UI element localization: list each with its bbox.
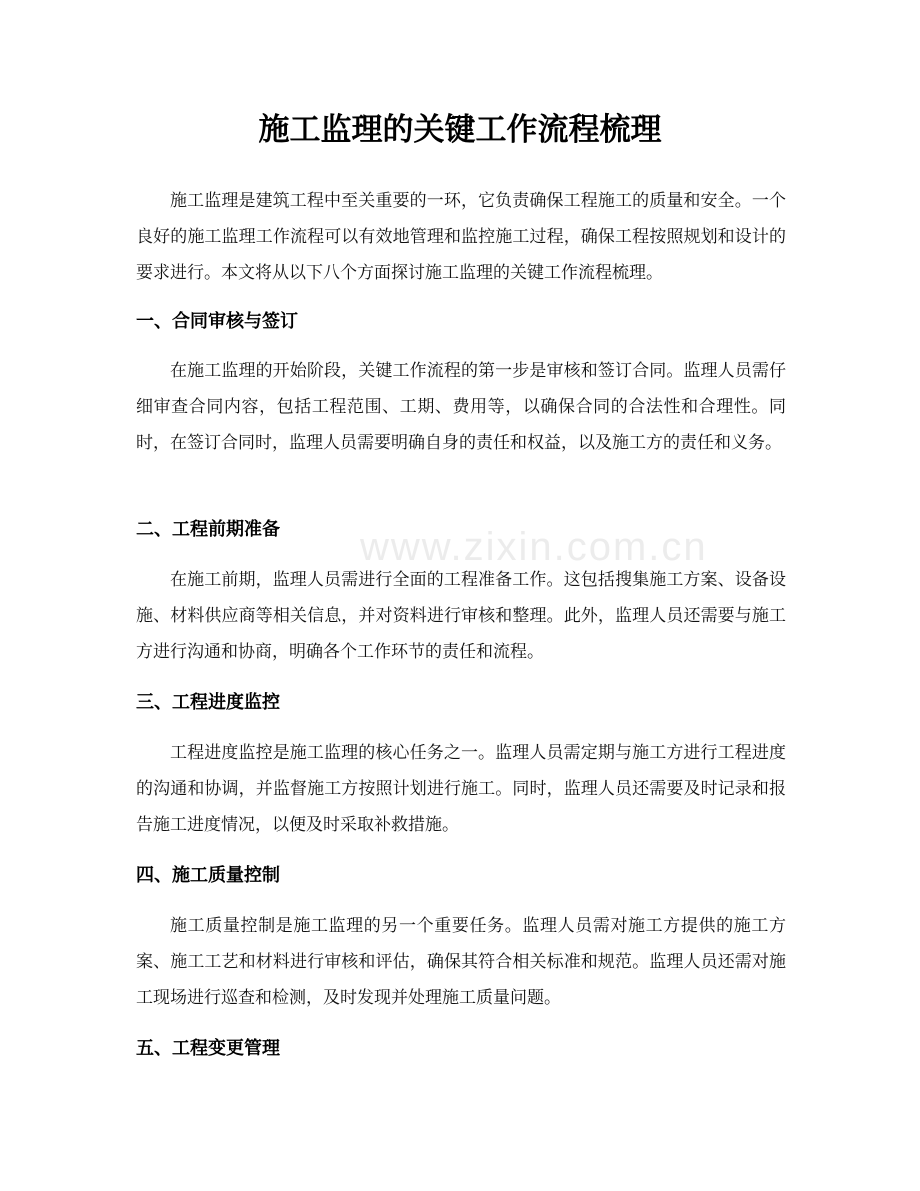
section-heading-5: 五、工程变更管理 (136, 1038, 280, 1059)
watermark: www.zixin.com.cn (360, 525, 708, 569)
section-body-4: 施工质量控制是施工监理的另一个重要任务。监理人员需对施工方提供的施工方案、施工工艺和材料进行审核和评估，确保其符合相关标准和规范。监理人员还需对施工现场进行巡查和检测，及时发现并处理施工质量问题。 (136, 916, 786, 1008)
document-title: 施工监理的关键工作流程梳理 (258, 112, 662, 148)
section-body-2: 在施工前期，监理人员需进行全面的工程准备工作。这包括搜集施工方案、设备设施、材料供应商等相关信息，并对资料进行审核和整理。此外，监理人员还需要与施工方进行沟通和协商，明确各个工作环节的责任和流程。 (136, 570, 786, 662)
section-heading-4: 四、施工质量控制 (136, 865, 280, 886)
section-heading-3: 三、工程进度监控 (136, 692, 280, 713)
intro-paragraph: 施工监理是建筑工程中至关重要的一环，它负责确保工程施工的质量和安全。一个良好的施工监理工作流程可以有效地管理和监控施工过程，确保工程按照规划和设计的要求进行。本文将从以下八个方面探讨施工监理的关键工作流程梳理。 (136, 191, 786, 283)
section-heading-2: 二、工程前期准备 (136, 519, 280, 540)
section-body-3: 工程进度监控是施工监理的核心任务之一。监理人员需定期与施工方进行工程进度的沟通和协调，并监督施工方按照计划进行施工。同时，监理人员还需要及时记录和报告施工进度情况，以便及时采取补救措施。 (136, 743, 786, 835)
section-body-1: 在施工监理的开始阶段，关键工作流程的第一步是审核和签订合同。监理人员需仔细审查合同内容，包括工程范围、工期、费用等，以确保合同的合法性和合理性。同时，在签订合同时，监理人员需要明确自身的责任和权益，以及施工方的责任和义务。 (136, 361, 786, 453)
section-heading-1: 一、合同审核与签订 (136, 311, 298, 332)
